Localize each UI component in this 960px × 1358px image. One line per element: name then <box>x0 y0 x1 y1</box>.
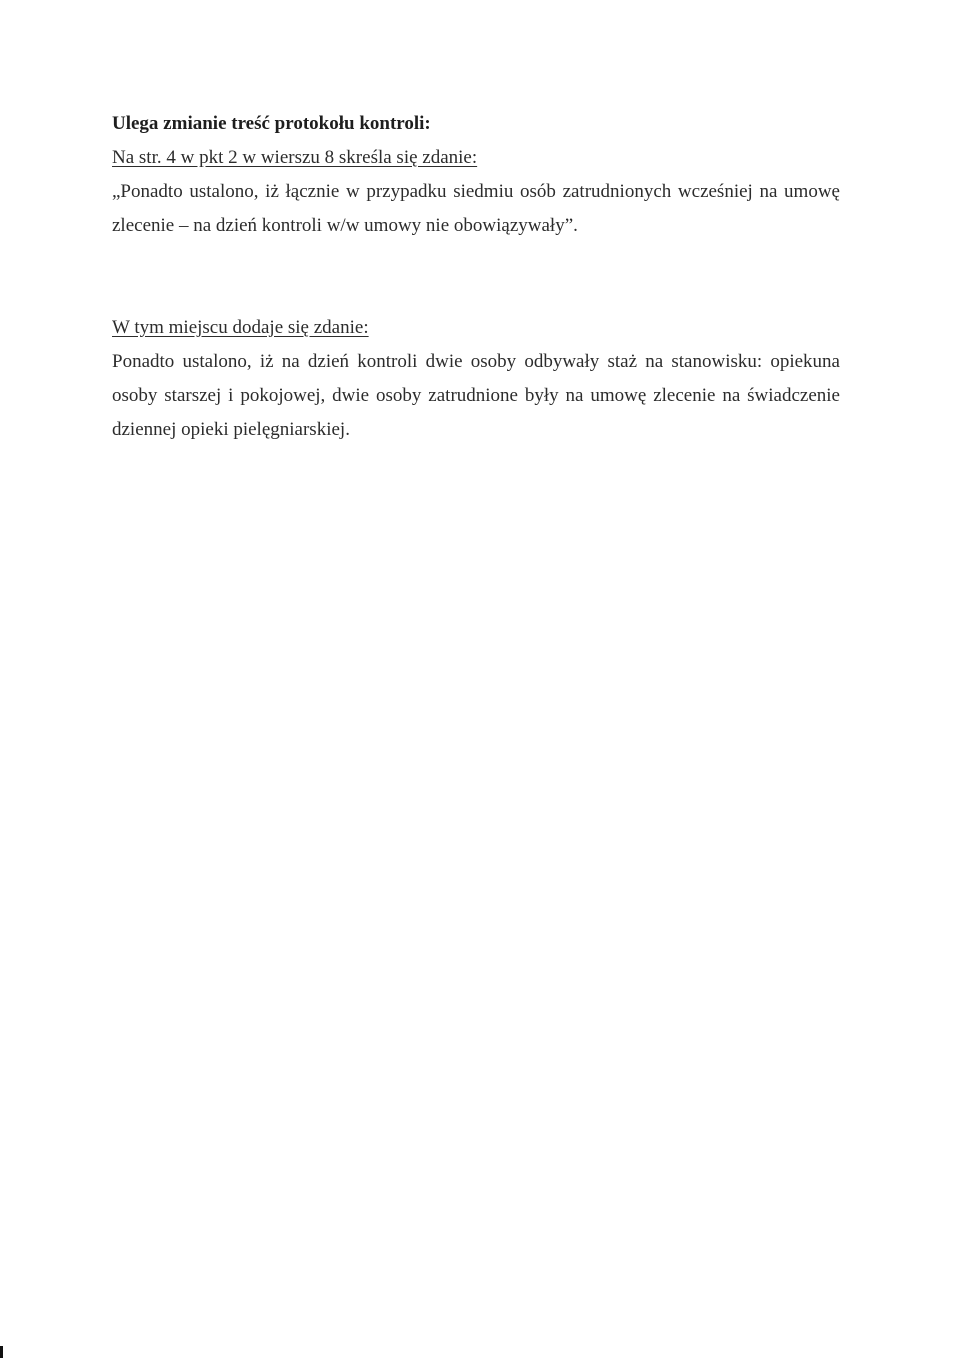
added-sentence-line: dziennej opieki pielęgniarskiej. <box>112 419 350 440</box>
document-heading: Ulega zmianie treść protokołu kontroli: <box>112 113 431 134</box>
added-sentence-line: osoby starszej i pokojowej, dwie osoby zatrudnione były na umowę zlecenie na świadczenie <box>112 385 840 406</box>
removed-sentence-label: Na str. 4 w pkt 2 w wierszu 8 skreśla się zdanie: <box>112 147 478 168</box>
removed-sentence-line: „Ponadto ustalono, iż łącznie w przypadku siedmiu osób zatrudnionych wcześniej na umowę <box>112 181 840 202</box>
scan-edge-mark <box>0 1346 3 1358</box>
removed-sentence-line: zlecenie – na dzień kontroli w/w umowy nie obowiązywały”. <box>112 215 578 236</box>
added-sentence-label: W tym miejscu dodaje się zdanie: <box>112 317 369 338</box>
added-sentence-line: Ponadto ustalono, iż na dzień kontroli dwie osoby odbywały staż na stanowisku: opiekuna <box>112 351 840 372</box>
